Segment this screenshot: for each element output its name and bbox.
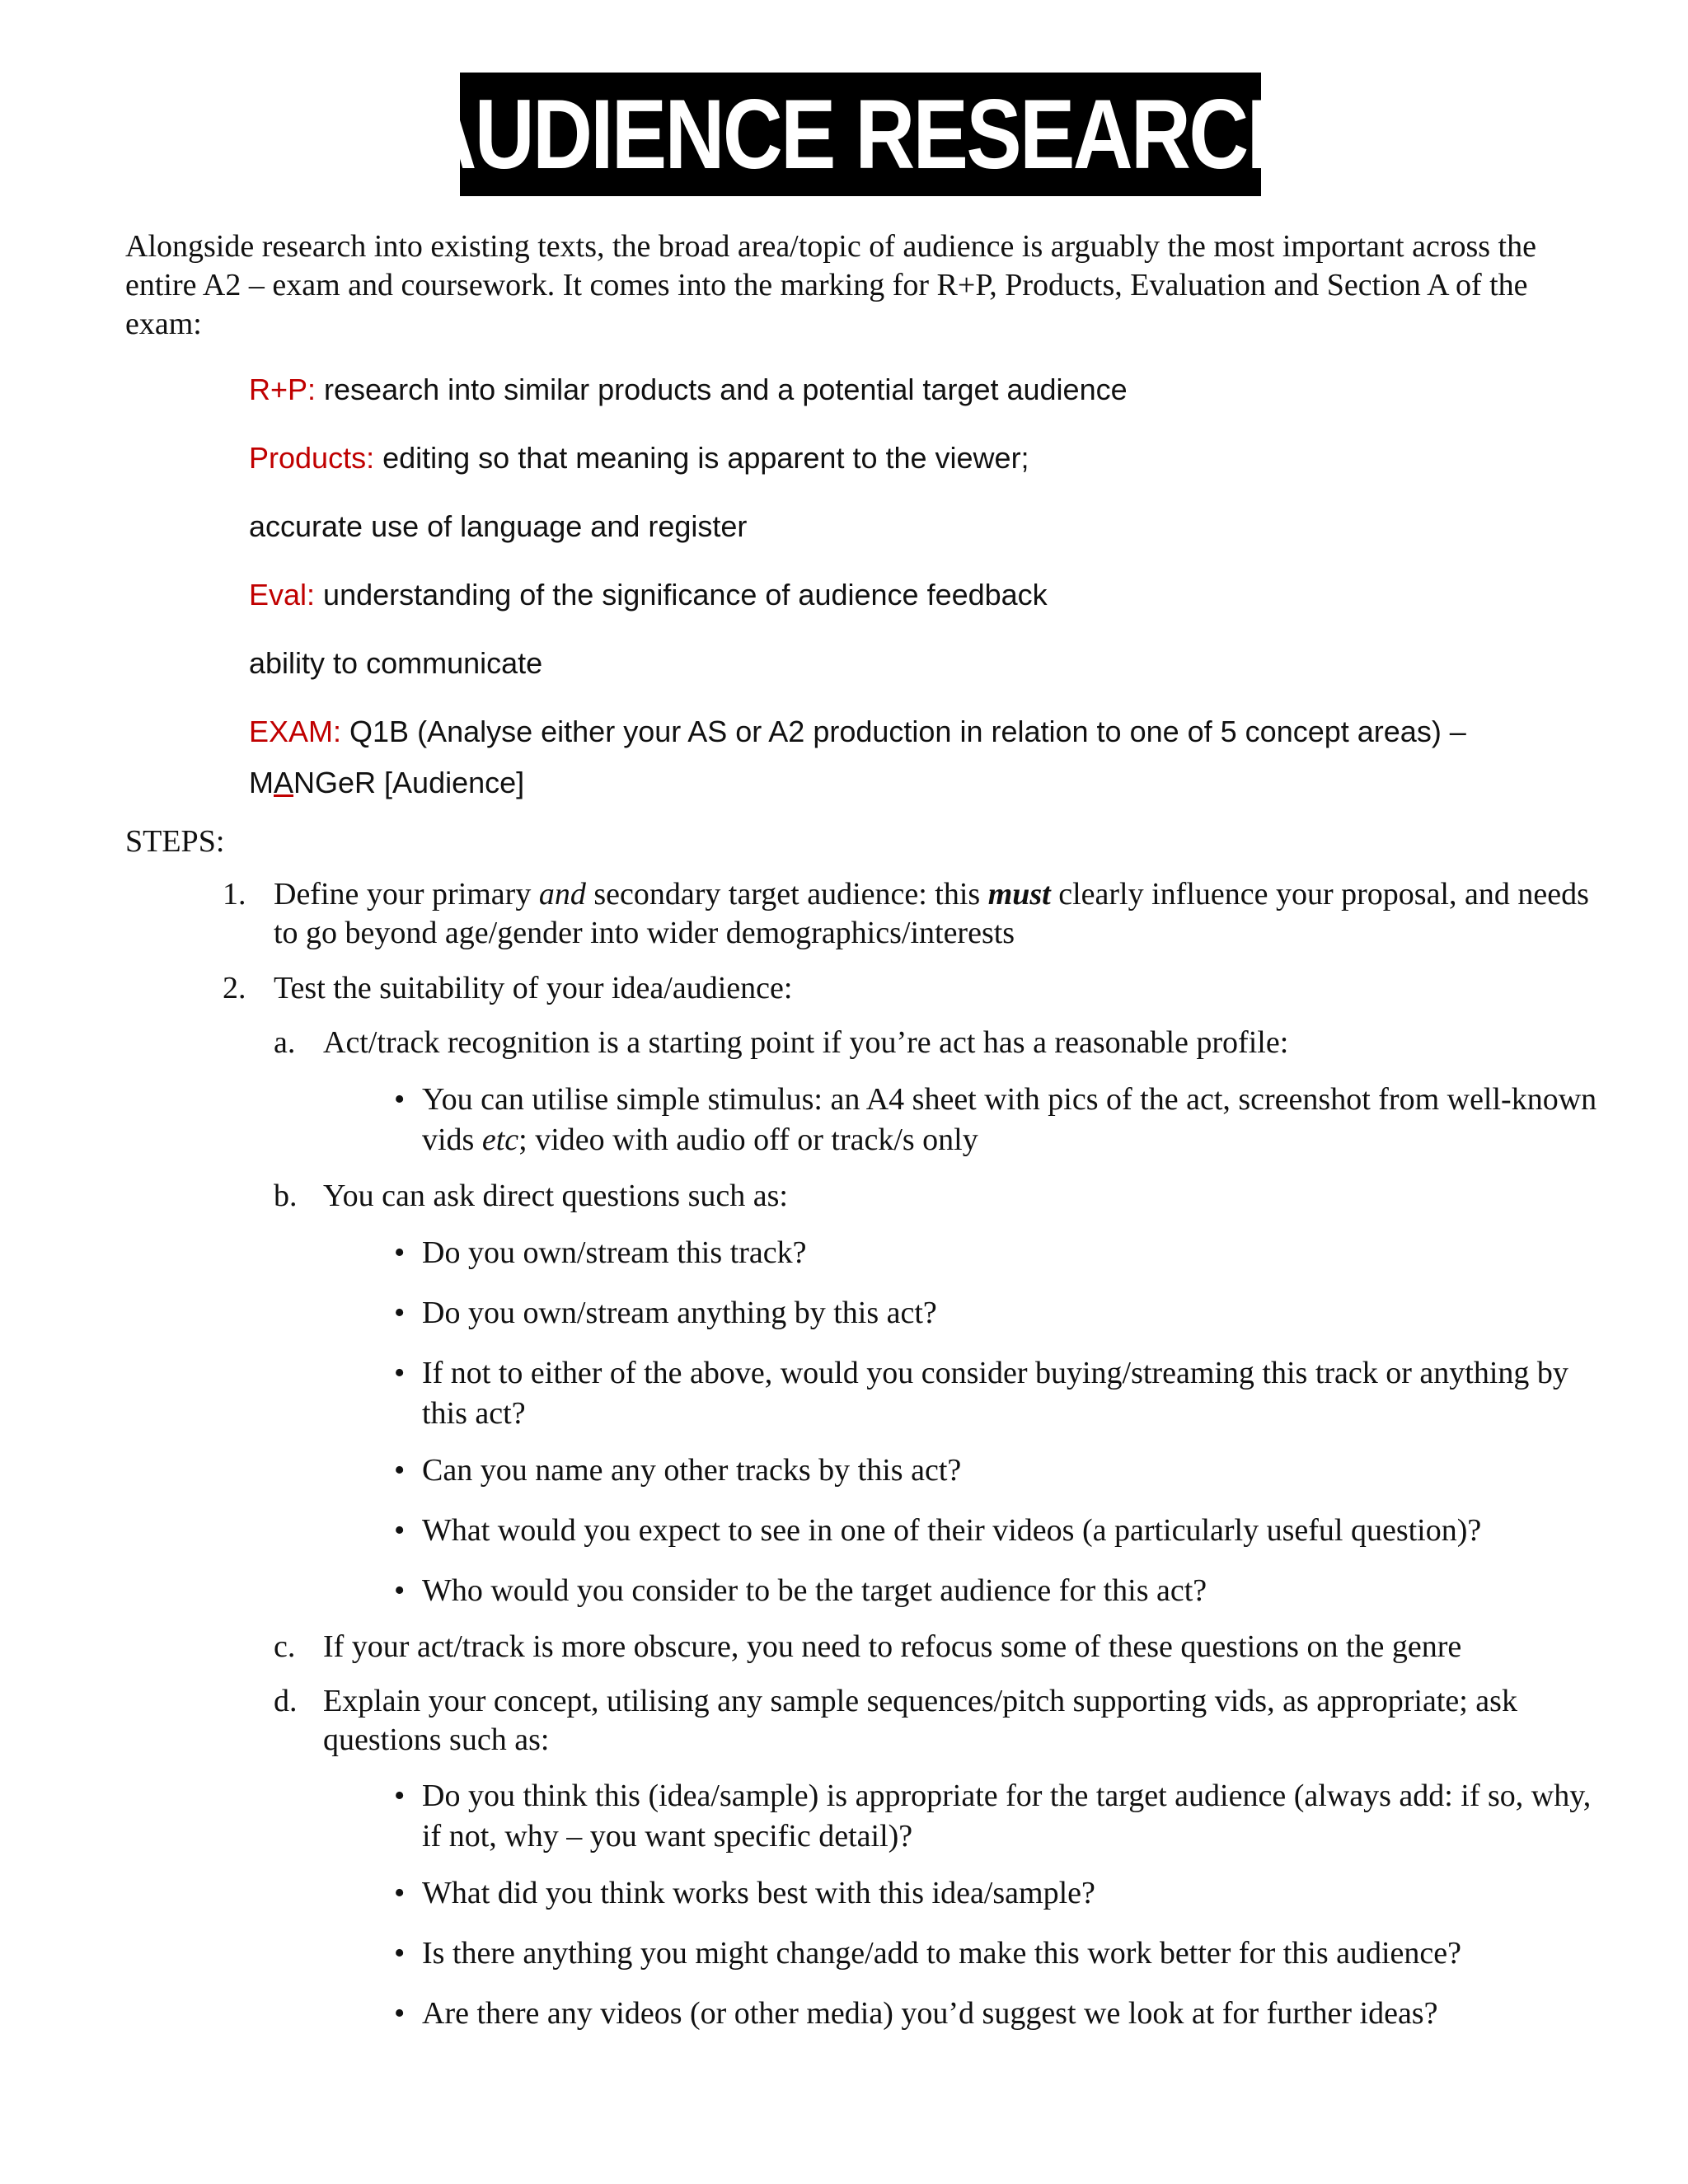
substep-letter: b.: [274, 1179, 298, 1213]
bullet-item: [394, 1776, 1597, 1857]
substep-text: Act/track recognition is a starting point if you’re act has a reasonable profile:: [323, 1025, 1289, 1060]
step-number: 2.: [223, 971, 246, 1005]
bullet-icon: •: [394, 1235, 406, 1270]
step-text: Test the suitability of your idea/audience:: [274, 971, 793, 1005]
substep-text: Explain your concept, utilising any sample sequences/pitch supporting vids, as appropriate; ask questions such as:: [323, 1684, 1517, 1757]
bullet-icon: •: [394, 1996, 406, 2031]
bullet-text: If not to either of the above, would you consider buying/streaming this track or anything by this act?: [422, 1356, 1568, 1431]
substep-letter: d.: [274, 1684, 298, 1718]
bullet-text: Is there anything you might change/add to make this work better for this audience?: [422, 1936, 1462, 1971]
bullet-icon: •: [394, 1513, 406, 1548]
bullet-icon: •: [394, 1779, 406, 1813]
steps-heading: STEPS:: [125, 824, 225, 859]
criterion-eval-2: ability to communicate: [249, 646, 543, 680]
bullet-icon: •: [394, 1296, 406, 1330]
title-banner: [416, 73, 1305, 196]
step-text: Define your primary and secondary target audience: this must clearly influence your proposal, and needs to go beyond age/gender into wider demographics/interests: [274, 877, 1589, 950]
bullet-icon: •: [394, 1573, 406, 1608]
criterion-text: understanding of the significance of audience feedback: [315, 578, 1048, 612]
criterion-label: EXAM:: [249, 715, 342, 748]
step-number: 1.: [223, 877, 246, 912]
manger-prefix: M: [249, 766, 274, 799]
bullet-icon: •: [394, 1876, 406, 1910]
substep-letter: c.: [274, 1629, 296, 1664]
bullet-text: Are there any videos (or other media) you’d suggest we look at for further ideas?: [422, 1996, 1438, 2031]
bullet-text: What would you expect to see in one of their videos (a particularly useful question)?: [422, 1513, 1482, 1548]
criterion-label: R+P:: [249, 373, 316, 406]
bullet-icon: •: [394, 1356, 406, 1390]
manger-highlight: A: [274, 766, 294, 799]
criterion-products-2: accurate use of language and register: [249, 509, 748, 543]
bullet-item: [394, 1933, 1597, 1974]
bullet-text: Do you think this (idea/sample) is appropriate for the target audience (always add: if so, why, if not, why – you want specific detail)?: [422, 1779, 1592, 1854]
bullet-text: You can utilise simple stimulus: an A4 sheet with pics of the act, screenshot from well-known vids etc; video with audio off or track/s only: [422, 1082, 1597, 1157]
criterion-rp: [249, 364, 1601, 415]
bullet-item: [394, 1233, 1597, 1273]
bullet-icon: •: [394, 1082, 406, 1117]
substep-text: You can ask direct questions such as:: [323, 1179, 788, 1213]
substep-c: [274, 1628, 1601, 1666]
criterion-products: [249, 433, 1601, 484]
criterion-eval: [249, 569, 1601, 621]
bullet-item: [394, 1451, 1597, 1491]
substep-d: [274, 1682, 1601, 1760]
criterion-label: Products:: [249, 441, 375, 475]
step-1: [223, 875, 1591, 953]
criterion-text: editing so that meaning is apparent to the viewer;: [374, 441, 1029, 475]
bullet-text: Can you name any other tracks by this act?: [422, 1453, 962, 1488]
substep-a: [274, 1024, 1601, 1062]
step-2: [223, 969, 1591, 1008]
bullet-item: [394, 1571, 1597, 1611]
bullet-text: What did you think works best with this idea/sample?: [422, 1876, 1095, 1910]
substep-b: [274, 1177, 1601, 1216]
criterion-text: Q1B (Analyse either your AS or A2 production in relation to one of 5 concept areas) –: [341, 715, 1466, 748]
bullet-item: [394, 1293, 1597, 1333]
criterion-label: Eval:: [249, 578, 316, 612]
substep-text: If your act/track is more obscure, you need to refocus some of these questions on the genre: [323, 1629, 1462, 1664]
substep-letter: a.: [274, 1025, 296, 1060]
bullet-item: [394, 1873, 1597, 1914]
bullet-item: [394, 1353, 1597, 1434]
manger-suffix: NGeR [Audience]: [293, 766, 525, 799]
criterion-text: research into similar products and a potential target audience: [316, 373, 1128, 406]
bullet-icon: •: [394, 1453, 406, 1488]
bullet-item: [394, 1994, 1597, 2034]
criterion-exam: [249, 706, 1601, 757]
bullet-item: [394, 1080, 1597, 1160]
page-title: AUDIENCE RESEARCH: [416, 79, 1305, 190]
bullet-text: Do you own/stream anything by this act?: [422, 1296, 937, 1330]
bullet-icon: •: [394, 1936, 406, 1971]
intro-paragraph: Alongside research into existing texts, the broad area/topic of audience is arguably the most important across the entire A2 – exam and coursework. It comes into the marking for R+P, Products, Evaluation and Section A of the exam:: [125, 229, 1536, 341]
criterion-exam-line2: [249, 757, 1601, 808]
bullet-text: Do you own/stream this track?: [422, 1235, 807, 1270]
bullet-item: [394, 1511, 1597, 1551]
bullet-text: Who would you consider to be the target audience for this act?: [422, 1573, 1207, 1608]
